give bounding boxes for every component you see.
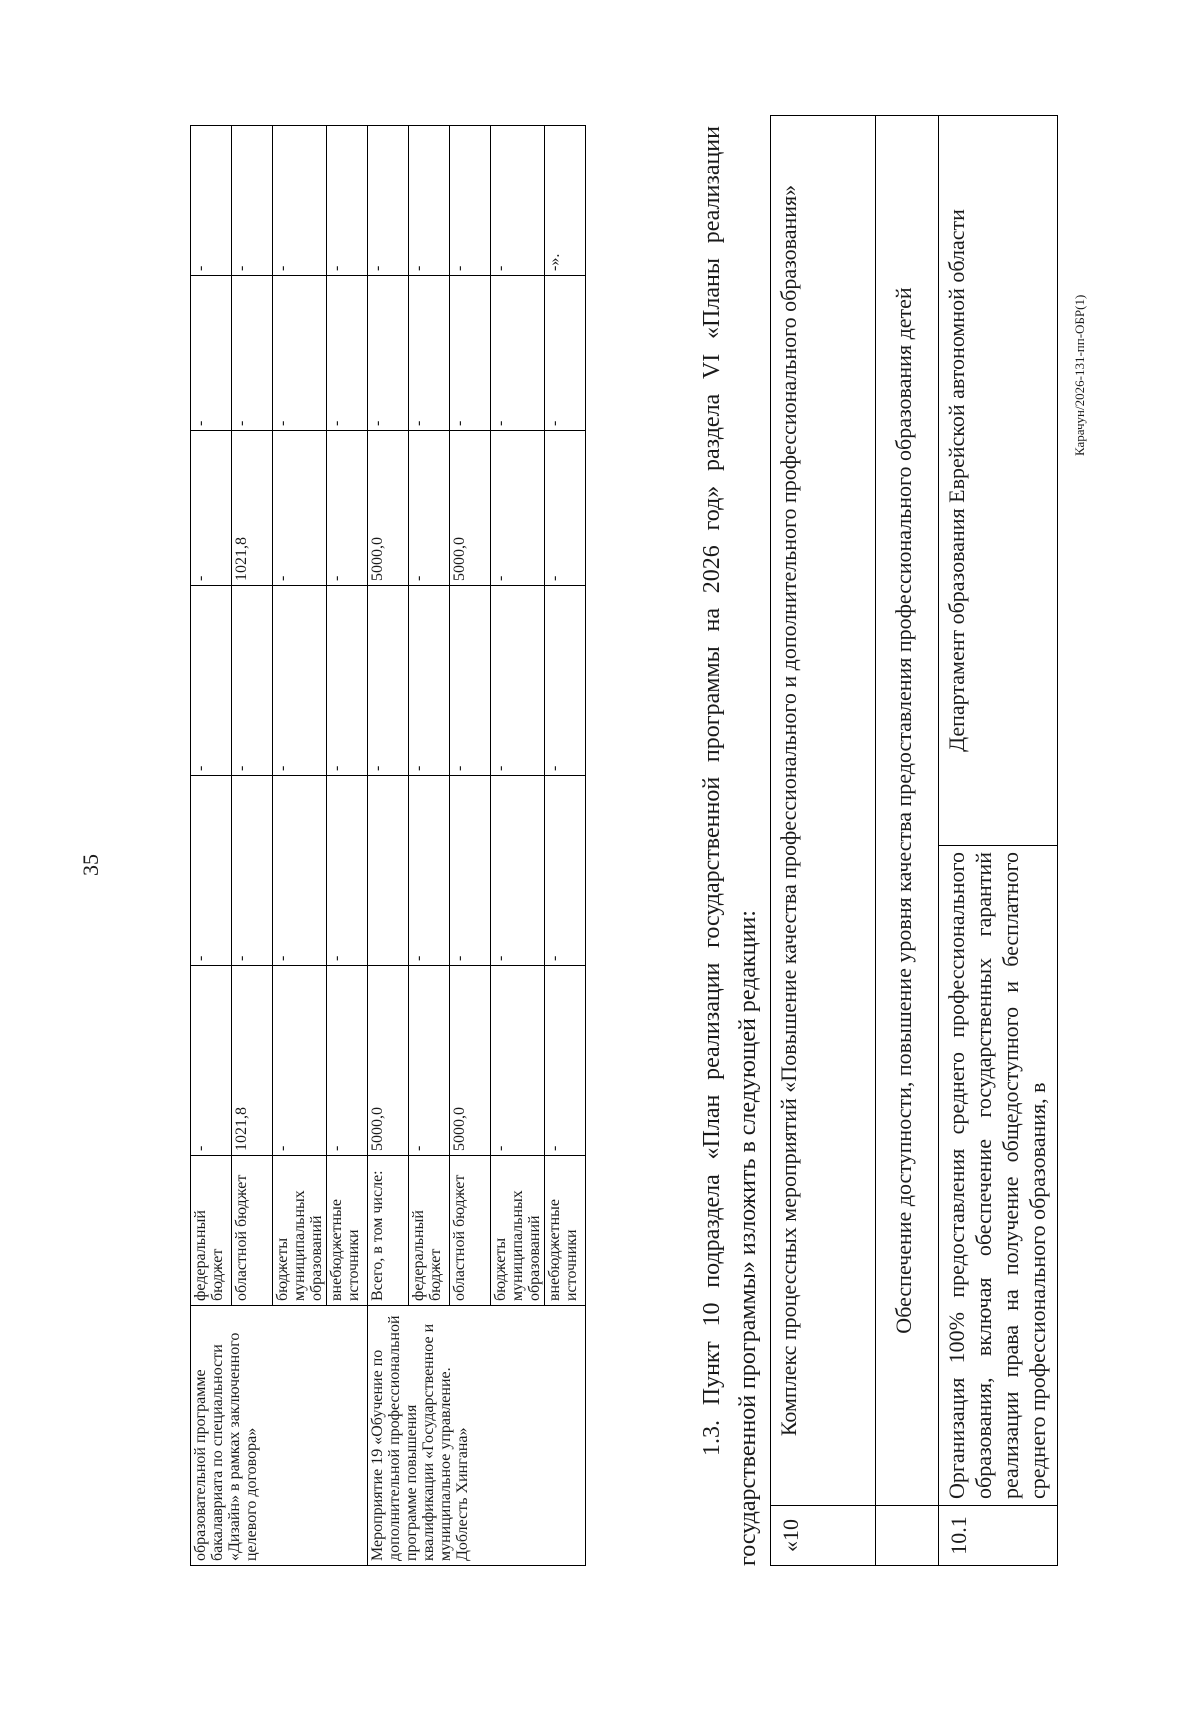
- amendment-paragraph: [694, 126, 766, 1566]
- amount-cell: -: [545, 276, 586, 431]
- amount-cell: -: [273, 431, 327, 586]
- amount-cell: -: [409, 966, 450, 1156]
- amount-cell: -: [368, 586, 409, 776]
- amount-cell: 1021,8: [232, 966, 273, 1156]
- task-title: Обеспечение доступности, повышение уровня качества предоставления профессионального образования детей: [876, 115, 939, 1505]
- amount-cell: 5000,0: [368, 966, 409, 1156]
- table-row: [771, 115, 876, 1565]
- table-row: [191, 126, 232, 1566]
- amount-cell: -: [327, 276, 368, 431]
- amount-cell: -: [491, 586, 545, 776]
- table-row: [368, 126, 409, 1566]
- amount-cell: -: [450, 586, 491, 776]
- amount-cell: -: [545, 586, 586, 776]
- amount-cell: -: [273, 776, 327, 966]
- amount-cell: -: [273, 966, 327, 1156]
- amount-cell: -: [491, 966, 545, 1156]
- amount-cell: -: [450, 276, 491, 431]
- funding-source: областной бюджет: [232, 1156, 273, 1306]
- amount-cell: -: [491, 776, 545, 966]
- funding-source: Всего, в том числе:: [368, 1156, 409, 1306]
- page-number: 35: [78, 854, 103, 876]
- amount-cell: -: [232, 276, 273, 431]
- amount-cell: -: [545, 431, 586, 586]
- amount-cell: -: [450, 776, 491, 966]
- activity-name: Мероприятие 19 «Обучение по дополнительной профессиональной программе повышения квалификации «Государственное и муниципальное управление. Доблесть Хингана»: [368, 1306, 586, 1566]
- amount-cell: 5000,0: [450, 431, 491, 586]
- row-number: 10.1: [939, 1506, 1058, 1566]
- row-number: «10: [771, 1506, 876, 1566]
- amount-cell: -: [409, 431, 450, 586]
- activity-name: образовательной программе бакалавриата по специальности «Дизайн» в рамках заключенного целевого договора»: [191, 1306, 368, 1566]
- amount-cell: -».: [545, 126, 586, 276]
- table-row: [876, 115, 939, 1565]
- amount-cell: -: [327, 776, 368, 966]
- amount-cell: -: [191, 276, 232, 431]
- funding-table: [190, 125, 586, 1566]
- funding-source: федеральный бюджет: [191, 1156, 232, 1306]
- amount-cell: -: [191, 776, 232, 966]
- amount-cell: -: [368, 126, 409, 276]
- amount-cell: -: [327, 586, 368, 776]
- amount-cell: -: [409, 276, 450, 431]
- amount-cell: -: [232, 776, 273, 966]
- amount-cell: -: [191, 126, 232, 276]
- funding-source: внебюджетные источники: [327, 1156, 368, 1306]
- amount-cell: -: [491, 126, 545, 276]
- amount-cell: -: [327, 126, 368, 276]
- funding-source: бюджеты муниципальных образований: [273, 1156, 327, 1306]
- amount-cell: -: [450, 126, 491, 276]
- amount-cell: -: [327, 966, 368, 1156]
- amount-cell: -: [191, 966, 232, 1156]
- amount-cell: -: [273, 276, 327, 431]
- plan-table: [770, 115, 1058, 1566]
- funding-source: федеральный бюджет: [409, 1156, 450, 1306]
- amount-cell: -: [232, 126, 273, 276]
- amount-cell: -: [368, 276, 409, 431]
- funding-source: областной бюджет: [450, 1156, 491, 1306]
- amount-cell: -: [273, 126, 327, 276]
- amount-cell: 1021,8: [232, 431, 273, 586]
- amount-cell: -: [191, 431, 232, 586]
- responsible-dept: Департамент образования Еврейской автономной области: [939, 115, 1058, 845]
- amount-cell: -: [409, 126, 450, 276]
- amount-cell: -: [491, 431, 545, 586]
- amount-cell: 5000,0: [450, 966, 491, 1156]
- amount-cell: 5000,0: [368, 431, 409, 586]
- amount-cell: -: [545, 966, 586, 1156]
- empty-cell: [876, 1506, 939, 1566]
- amount-cell: -: [491, 276, 545, 431]
- table-row: [939, 115, 1058, 1565]
- complex-title: Комплекс процессных мероприятий «Повышение качества профессионального и дополнительного профессионального образования»: [771, 115, 876, 1505]
- activity-text: Организация 100% предоставления среднего профессионального образования, включая обеспечение государственных гарантий реализации права на получение общедоступного и бесплатного среднего профессионального образования, в: [939, 846, 1058, 1506]
- amount-cell: -: [327, 431, 368, 586]
- amount-cell: -: [273, 586, 327, 776]
- amount-cell: -: [409, 586, 450, 776]
- amount-cell: -: [191, 586, 232, 776]
- document-ref: Карачун/2026-131-пп-ОБР(1): [1072, 294, 1087, 456]
- funding-source: внебюджетные источники: [545, 1156, 586, 1306]
- amendment-text: 1.3. Пункт 10 подраздела «План реализации государственной программы на 2026 год» раздела VI «Планы реализации государственной программы» изложить в следующей редакции:: [699, 126, 761, 1566]
- amount-cell: [368, 776, 409, 966]
- amount-cell: -: [545, 776, 586, 966]
- funding-source: бюджеты муниципальных образований: [491, 1156, 545, 1306]
- amount-cell: -: [232, 586, 273, 776]
- amount-cell: -: [409, 776, 450, 966]
